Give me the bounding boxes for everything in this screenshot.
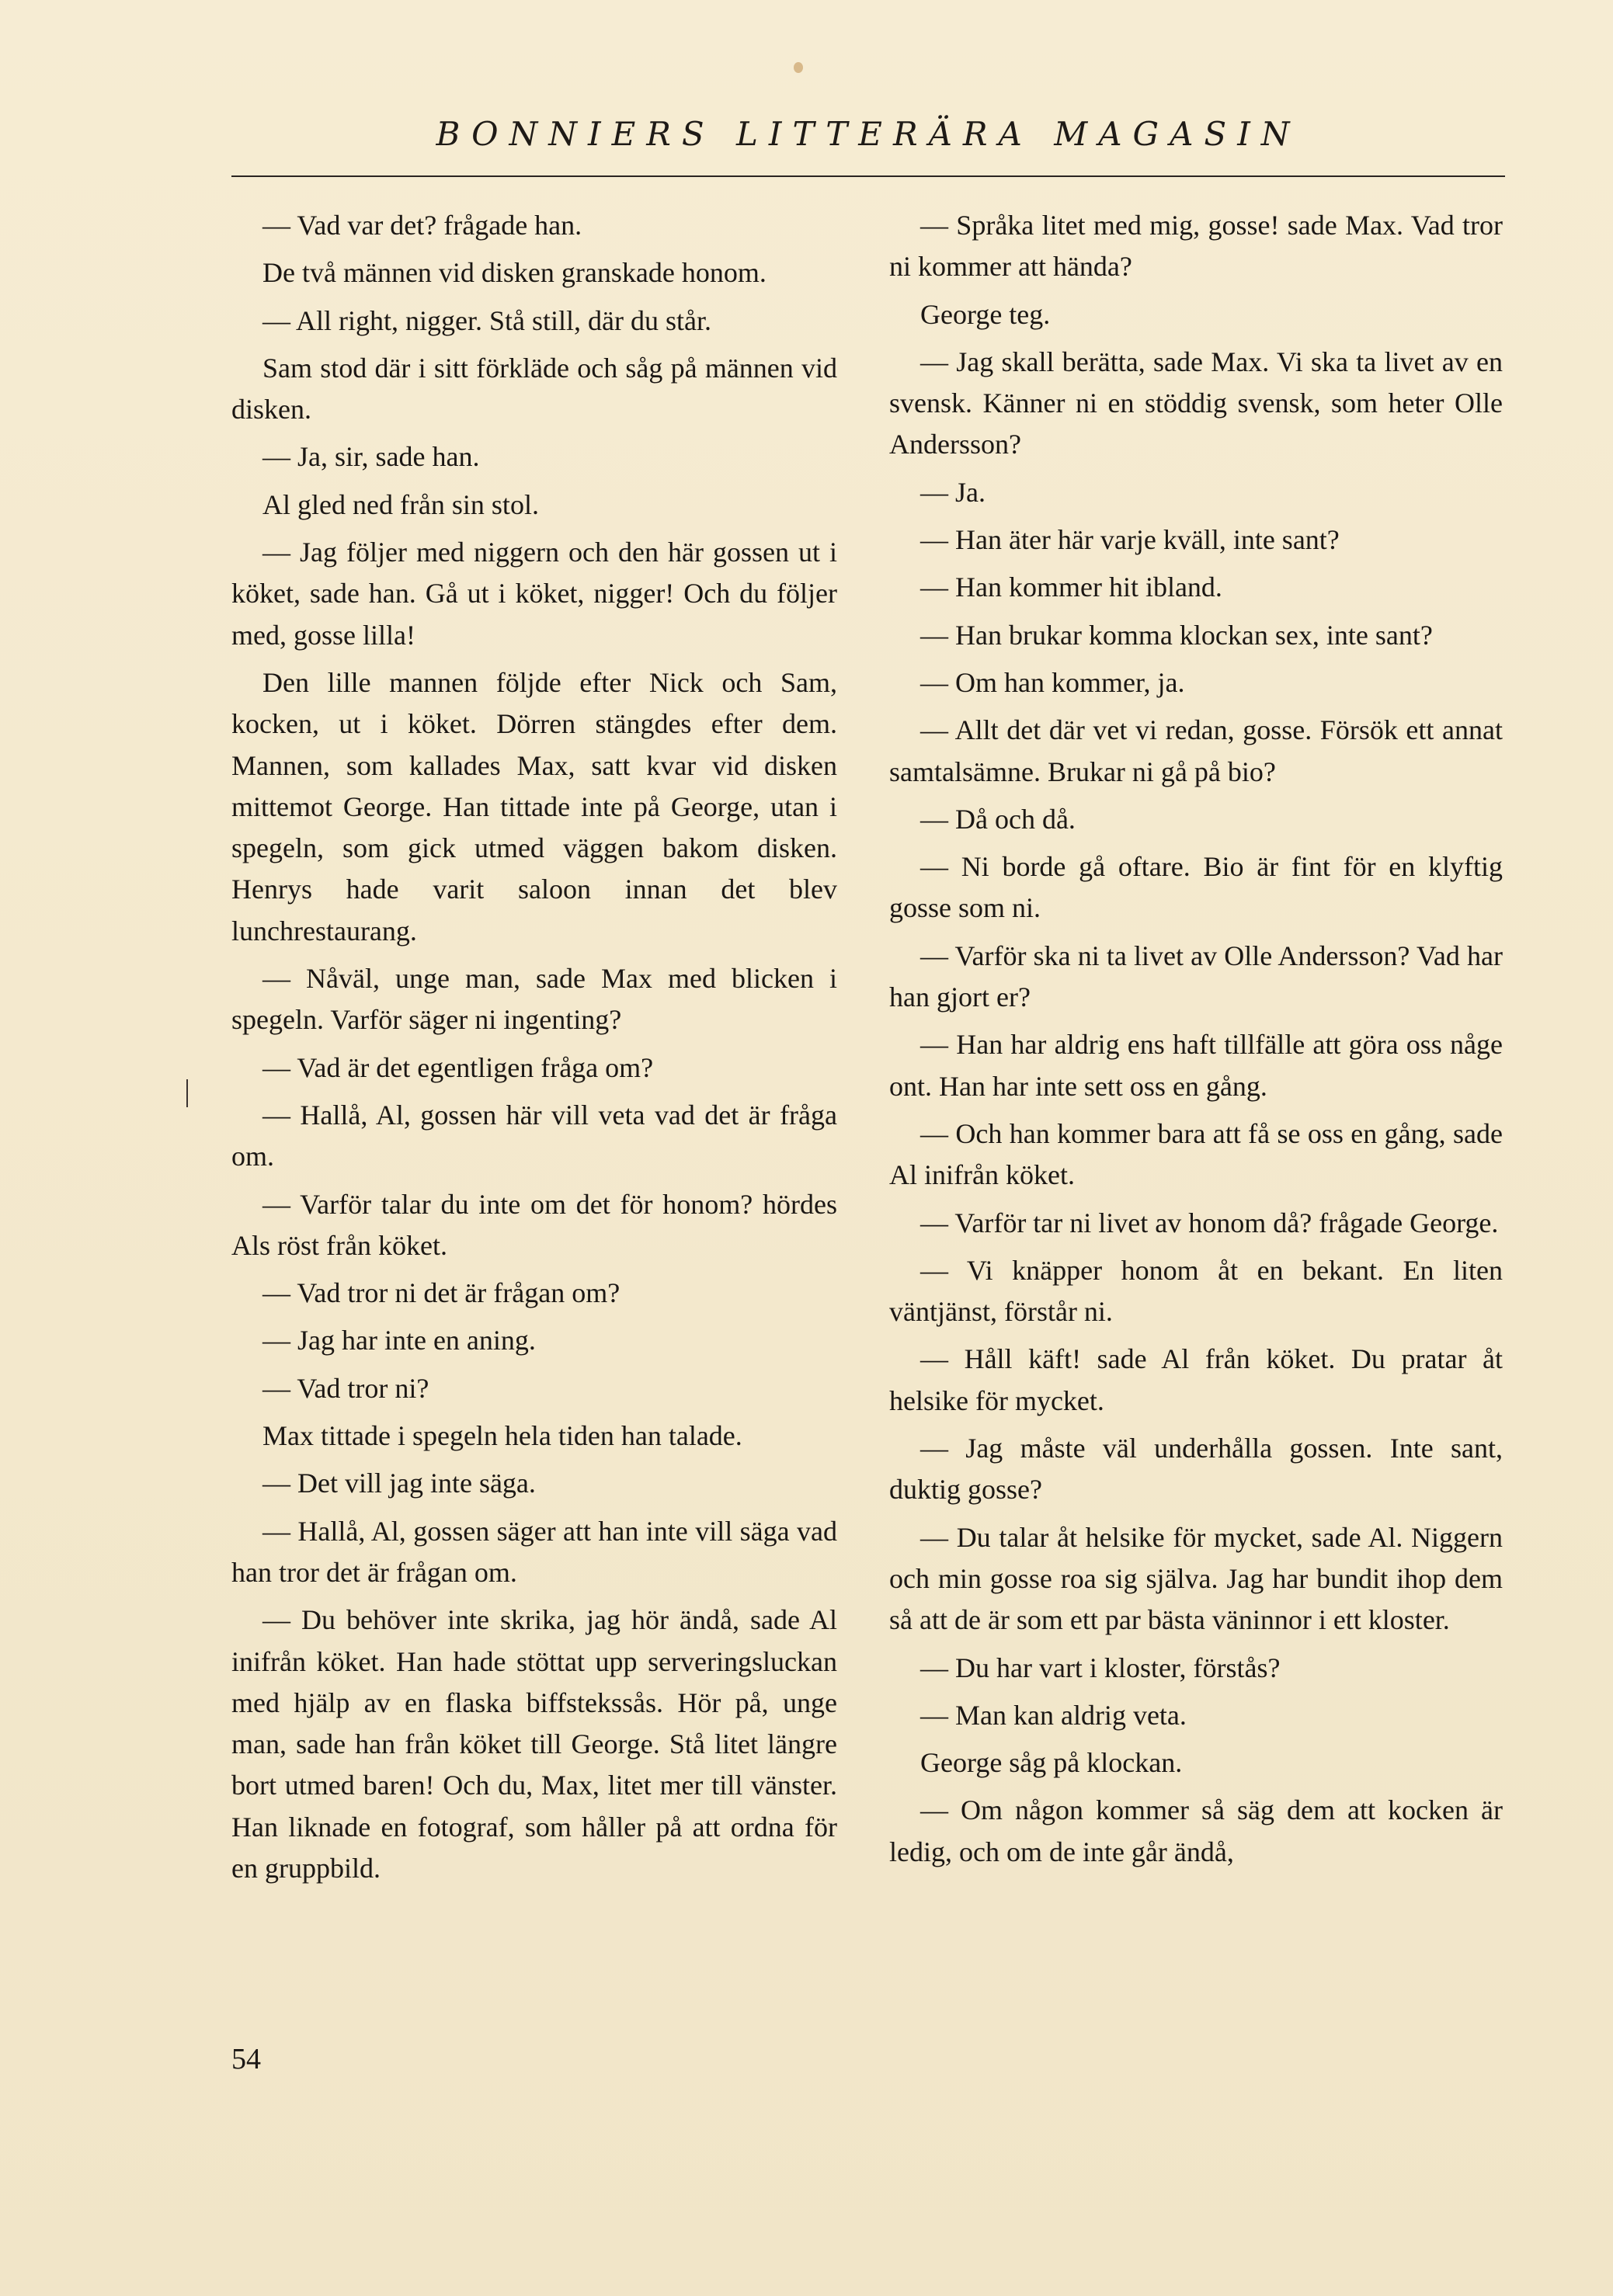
margin-mark bbox=[186, 1079, 188, 1107]
paragraph: — Hallå, Al, gossen här vill veta vad det är fråga om. bbox=[231, 1099, 837, 1172]
paragraph: — All right, nigger. Stå still, där du står. bbox=[262, 304, 711, 336]
paragraph: George såg på klockan. bbox=[920, 1747, 1183, 1779]
paragraph: Max tittade i spegeln hela tiden han talade. bbox=[262, 1420, 742, 1452]
paragraph: — Håll käft! sade Al från köket. Du pratar åt helsike för mycket. bbox=[889, 1343, 1503, 1416]
paragraph: George teg. bbox=[920, 298, 1051, 330]
page-number: 54 bbox=[231, 2043, 261, 2075]
paragraph: — Om han kommer, ja. bbox=[920, 666, 1185, 698]
paragraph: — Vi knäpper honom åt en bekant. En liten väntjänst, förstår ni. bbox=[889, 1254, 1503, 1328]
paragraph: — Du talar åt helsike för mycket, sade Al. Niggern och min gosse roa sig själva. Jag har bundit ihop dem så att de är som ett par bästa väninnor i ett kloster. bbox=[889, 1521, 1503, 1636]
paragraph: — Vad är det egentligen fråga om? bbox=[262, 1051, 654, 1083]
paragraph: — Du har vart i kloster, förstås? bbox=[920, 1652, 1281, 1683]
paragraph: — Han kommer hit ibland. bbox=[920, 571, 1222, 603]
paragraph: — Du behöver inte skrika, jag hör ändå, sade Al inifrån köket. Han hade stöttat upp serveringsluckan med hjälp av en flaska biffstekssås. Hör på, unge man, sade han från köket till George. Stå litet längre bort utmed baren! Och du, Max, litet mer till vänster. Han liknade en fotograf, som håller på att ordna för en gruppbild. bbox=[231, 1604, 837, 1884]
paragraph: — Han har aldrig ens haft tillfälle att göra oss någe ont. Han har inte sett oss en gång. bbox=[889, 1029, 1503, 1102]
paragraph: — Varför ska ni ta livet av Olle Andersson? Vad har han gjort er? bbox=[889, 940, 1503, 1013]
paragraph: — Och han kommer bara att få se oss en gång, sade Al inifrån köket. bbox=[889, 1117, 1503, 1191]
paragraph: — Han äter här varje kväll, inte sant? bbox=[920, 524, 1340, 556]
paragraph: — Vad tror ni? bbox=[262, 1372, 429, 1404]
left-column bbox=[231, 205, 837, 1895]
paper-speck bbox=[794, 62, 803, 73]
paragraph: — Språka litet med mig, gosse! sade Max. Vad tror ni kommer att hända? bbox=[889, 210, 1503, 283]
paragraph: — Nåväl, unge man, sade Max med blicken i spegeln. Varför säger ni ingenting? bbox=[231, 963, 837, 1036]
paragraph: — Vad tror ni det är frågan om? bbox=[262, 1277, 621, 1309]
paragraph: De två männen vid disken granskade honom. bbox=[262, 257, 767, 289]
paragraph: — Då och då. bbox=[920, 803, 1076, 835]
running-header: BONNIERS LITTERÄRA MAGASIN bbox=[436, 115, 1301, 153]
paragraph: — Jag följer med niggern och den här gossen ut i köket, sade han. Gå ut i köket, nigger! Och du följer med, gosse lilla! bbox=[231, 537, 837, 651]
paragraph: — Ja, sir, sade han. bbox=[262, 441, 480, 473]
paragraph: — Jag skall berätta, sade Max. Vi ska ta livet av en svensk. Känner ni en stöddig svensk, som heter Olle Andersson? bbox=[889, 346, 1503, 460]
paragraph: — Om någon kommer så säg dem att kocken är ledig, och om de inte går ändå, bbox=[889, 1794, 1503, 1867]
paragraph: — Ni borde gå oftare. Bio är fint för en klyftig gosse som ni. bbox=[889, 851, 1503, 924]
paragraph: — Jag har inte en aning. bbox=[262, 1325, 536, 1356]
paragraph: — Han brukar komma klockan sex, inte sant? bbox=[920, 619, 1433, 651]
paragraph: — Vad var det? frågade han. bbox=[262, 210, 582, 241]
paragraph: Al gled ned från sin stol. bbox=[262, 488, 539, 520]
paragraph: Sam stod där i sitt förkläde och såg på männen vid disken. bbox=[231, 352, 837, 426]
paragraph: Den lille mannen följde efter Nick och Sam, kocken, ut i köket. Dörren stängdes efter dem. Mannen, som kallades Max, satt kvar vid disken mittemot George. Han tittade inte på George, utan i spegeln, som gick utmed väggen bakom disken. Henrys hade varit saloon innan det blev lunchrestaurang. bbox=[231, 666, 837, 947]
paragraph: — Ja. bbox=[920, 476, 986, 508]
paragraph: — Hallå, Al, gossen säger att han inte vill säga vad han tror det är frågan om. bbox=[231, 1515, 837, 1588]
right-column bbox=[889, 205, 1503, 1879]
paragraph: — Jag måste väl underhålla gossen. Inte sant, duktig gosse? bbox=[889, 1433, 1503, 1506]
header-rule bbox=[231, 175, 1505, 177]
paragraph: — Varför talar du inte om det för honom? hördes Als röst från köket. bbox=[231, 1188, 837, 1261]
paragraph: — Allt det där vet vi redan, gosse. Försök ett annat samtalsämne. Brukar ni gå på bio? bbox=[889, 714, 1503, 787]
paragraph: — Det vill jag inte säga. bbox=[262, 1468, 536, 1499]
paragraph: — Varför tar ni livet av honom då? frågade George. bbox=[920, 1207, 1499, 1238]
paragraph: — Man kan aldrig veta. bbox=[920, 1699, 1187, 1731]
